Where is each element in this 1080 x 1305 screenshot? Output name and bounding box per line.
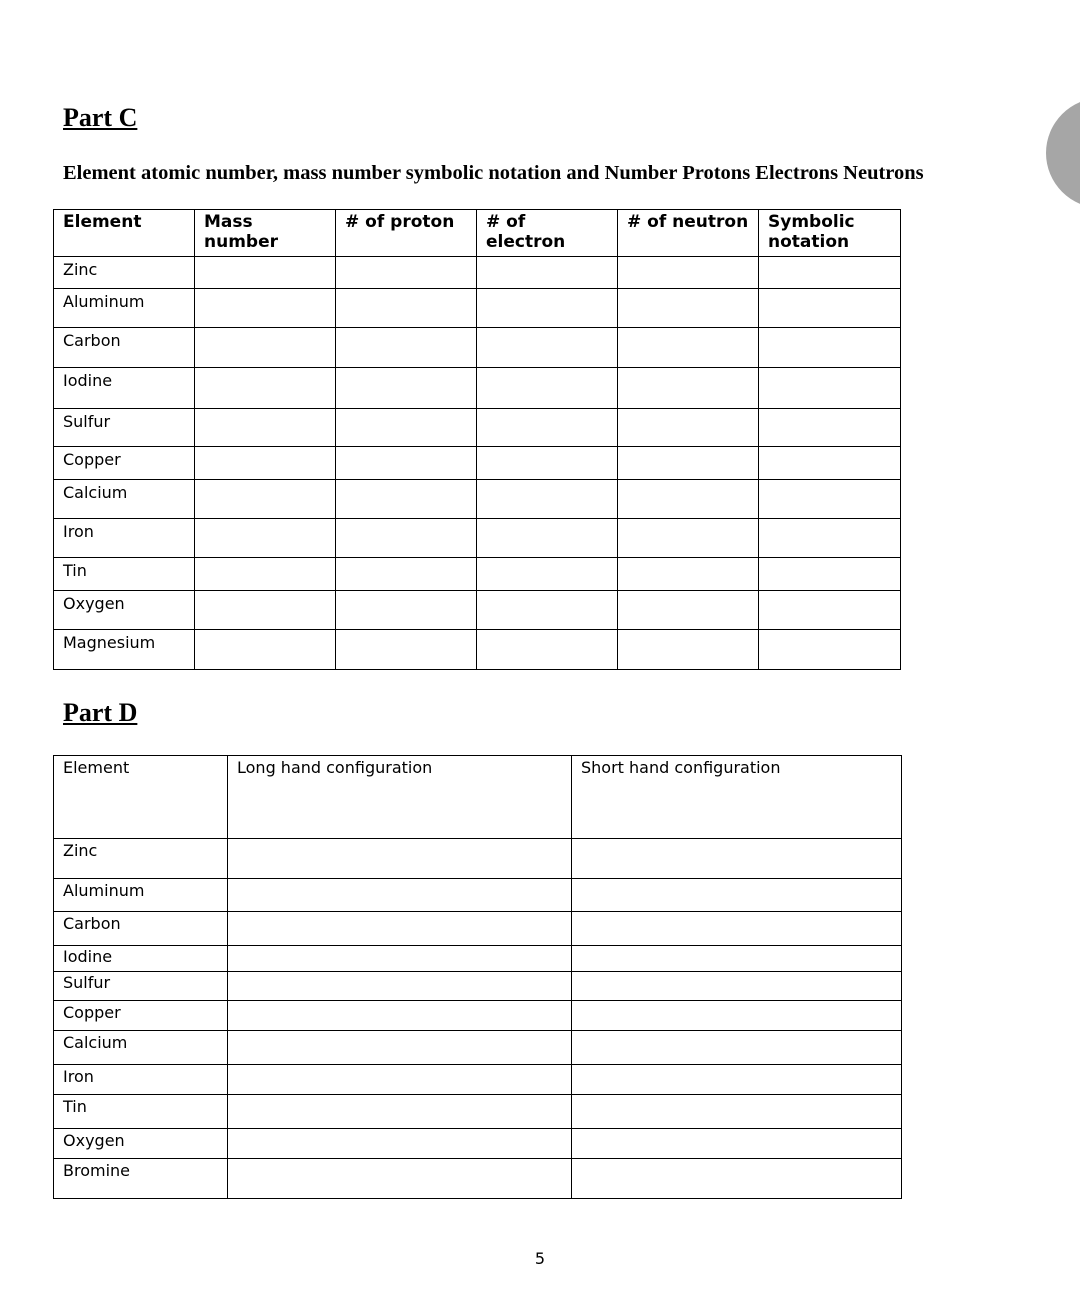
table-header-row: [54, 210, 901, 257]
table-row: [54, 972, 902, 1001]
answer-cell[interactable]: [618, 409, 759, 447]
side-tab-decoration: [1046, 98, 1080, 208]
table-row: [54, 912, 902, 946]
answer-cell[interactable]: [572, 1001, 902, 1031]
element-cell: Carbon: [54, 912, 228, 946]
table-row: [54, 519, 901, 558]
answer-cell[interactable]: [195, 368, 336, 409]
answer-cell[interactable]: [228, 912, 572, 946]
answer-cell[interactable]: [336, 630, 477, 670]
table-row: [54, 480, 901, 519]
answer-cell[interactable]: [195, 257, 336, 289]
element-cell: Sulfur: [54, 409, 195, 447]
answer-cell[interactable]: [572, 1129, 902, 1159]
answer-cell[interactable]: [477, 257, 618, 289]
answer-cell[interactable]: [759, 558, 901, 591]
part-c-subtitle: Element atomic number, mass number symbolic notation and Number Protons Electrons Neutrons: [63, 162, 924, 184]
answer-cell[interactable]: [228, 972, 572, 1001]
column-header-electron: # of electron: [477, 210, 618, 257]
answer-cell[interactable]: [477, 328, 618, 368]
answer-cell[interactable]: [572, 946, 902, 972]
answer-cell[interactable]: [618, 368, 759, 409]
table-row: [54, 1159, 902, 1199]
element-cell: Iodine: [54, 946, 228, 972]
part-d-table: [53, 755, 902, 1199]
answer-cell[interactable]: [336, 289, 477, 328]
answer-cell[interactable]: [572, 839, 902, 879]
column-header-long-hand: Long hand configuration: [228, 756, 572, 839]
answer-cell[interactable]: [477, 630, 618, 670]
element-cell: Bromine: [54, 1159, 228, 1199]
table-row: [54, 447, 901, 480]
answer-cell[interactable]: [759, 409, 901, 447]
answer-cell[interactable]: [618, 519, 759, 558]
answer-cell[interactable]: [336, 519, 477, 558]
element-cell: Aluminum: [54, 289, 195, 328]
answer-cell[interactable]: [336, 447, 477, 480]
element-cell: Iron: [54, 1065, 228, 1095]
answer-cell[interactable]: [759, 519, 901, 558]
answer-cell[interactable]: [759, 630, 901, 670]
answer-cell[interactable]: [477, 480, 618, 519]
answer-cell[interactable]: [572, 1095, 902, 1129]
answer-cell[interactable]: [759, 368, 901, 409]
page-number: 5: [534, 1249, 546, 1268]
element-cell: Calcium: [54, 1031, 228, 1065]
element-cell: Zinc: [54, 257, 195, 289]
answer-cell[interactable]: [336, 480, 477, 519]
answer-cell[interactable]: [336, 257, 477, 289]
element-cell: Copper: [54, 447, 195, 480]
answer-cell[interactable]: [759, 480, 901, 519]
table-row: [54, 1129, 902, 1159]
answer-cell[interactable]: [759, 328, 901, 368]
element-cell: Carbon: [54, 328, 195, 368]
answer-cell[interactable]: [572, 1065, 902, 1095]
table-row: [54, 630, 901, 670]
table-row: [54, 328, 901, 368]
column-header-short-hand: Short hand configuration: [572, 756, 902, 839]
column-header-neutron: # of neutron: [618, 210, 759, 257]
answer-cell[interactable]: [195, 328, 336, 368]
answer-cell[interactable]: [195, 409, 336, 447]
table-row: [54, 591, 901, 630]
answer-cell[interactable]: [195, 289, 336, 328]
table-row: [54, 368, 901, 409]
answer-cell[interactable]: [195, 519, 336, 558]
answer-cell[interactable]: [618, 591, 759, 630]
answer-cell[interactable]: [477, 591, 618, 630]
answer-cell[interactable]: [618, 328, 759, 368]
answer-cell[interactable]: [759, 447, 901, 480]
answer-cell[interactable]: [572, 879, 902, 912]
answer-cell[interactable]: [336, 558, 477, 591]
table-row: [54, 946, 902, 972]
element-cell: Sulfur: [54, 972, 228, 1001]
answer-cell[interactable]: [477, 558, 618, 591]
table-row: [54, 839, 902, 879]
element-cell: Oxygen: [54, 1129, 228, 1159]
element-cell: Zinc: [54, 839, 228, 879]
column-header-element: Element: [54, 756, 228, 839]
answer-cell[interactable]: [228, 1065, 572, 1095]
table-row: [54, 1095, 902, 1129]
answer-cell[interactable]: [336, 591, 477, 630]
answer-cell[interactable]: [195, 480, 336, 519]
table-row: [54, 879, 902, 912]
answer-cell[interactable]: [195, 630, 336, 670]
answer-cell[interactable]: [336, 409, 477, 447]
answer-cell[interactable]: [228, 879, 572, 912]
table-row: [54, 1065, 902, 1095]
answer-cell[interactable]: [477, 519, 618, 558]
element-cell: Oxygen: [54, 591, 195, 630]
element-cell: Magnesium: [54, 630, 195, 670]
answer-cell[interactable]: [572, 1031, 902, 1065]
answer-cell[interactable]: [195, 447, 336, 480]
answer-cell[interactable]: [195, 591, 336, 630]
element-cell: Calcium: [54, 480, 195, 519]
answer-cell[interactable]: [228, 1129, 572, 1159]
answer-cell[interactable]: [572, 1159, 902, 1199]
table-row: [54, 409, 901, 447]
answer-cell[interactable]: [618, 289, 759, 328]
answer-cell[interactable]: [618, 257, 759, 289]
element-cell: Tin: [54, 558, 195, 591]
answer-cell[interactable]: [228, 839, 572, 879]
answer-cell[interactable]: [618, 630, 759, 670]
answer-cell[interactable]: [759, 591, 901, 630]
column-header-mass-number: Mass number: [195, 210, 336, 257]
answer-cell[interactable]: [228, 1095, 572, 1129]
answer-cell[interactable]: [336, 328, 477, 368]
answer-cell[interactable]: [228, 1031, 572, 1065]
part-d-heading: Part D: [63, 698, 138, 727]
answer-cell[interactable]: [195, 558, 336, 591]
answer-cell[interactable]: [572, 912, 902, 946]
part-c-heading: Part C: [63, 103, 138, 132]
answer-cell[interactable]: [618, 447, 759, 480]
answer-cell[interactable]: [336, 368, 477, 409]
answer-cell[interactable]: [477, 368, 618, 409]
column-header-proton: # of proton: [336, 210, 477, 257]
answer-cell[interactable]: [477, 447, 618, 480]
column-header-symbolic-notation: Symbolic notation: [759, 210, 901, 257]
answer-cell[interactable]: [228, 946, 572, 972]
table-row: [54, 257, 901, 289]
element-cell: Copper: [54, 1001, 228, 1031]
table-row: [54, 1031, 902, 1065]
answer-cell[interactable]: [228, 1159, 572, 1199]
element-cell: Tin: [54, 1095, 228, 1129]
part-c-table: [53, 209, 901, 670]
element-cell: Aluminum: [54, 879, 228, 912]
answer-cell[interactable]: [759, 289, 901, 328]
answer-cell[interactable]: [477, 289, 618, 328]
column-header-element: Element: [54, 210, 195, 257]
element-cell: Iron: [54, 519, 195, 558]
answer-cell[interactable]: [759, 257, 901, 289]
table-header-row: [54, 756, 902, 839]
element-cell: Iodine: [54, 368, 195, 409]
answer-cell[interactable]: [572, 972, 902, 1001]
table-row: [54, 1001, 902, 1031]
table-row: [54, 289, 901, 328]
answer-cell[interactable]: [228, 1001, 572, 1031]
table-row: [54, 558, 901, 591]
answer-cell[interactable]: [618, 558, 759, 591]
answer-cell[interactable]: [618, 480, 759, 519]
answer-cell[interactable]: [477, 409, 618, 447]
